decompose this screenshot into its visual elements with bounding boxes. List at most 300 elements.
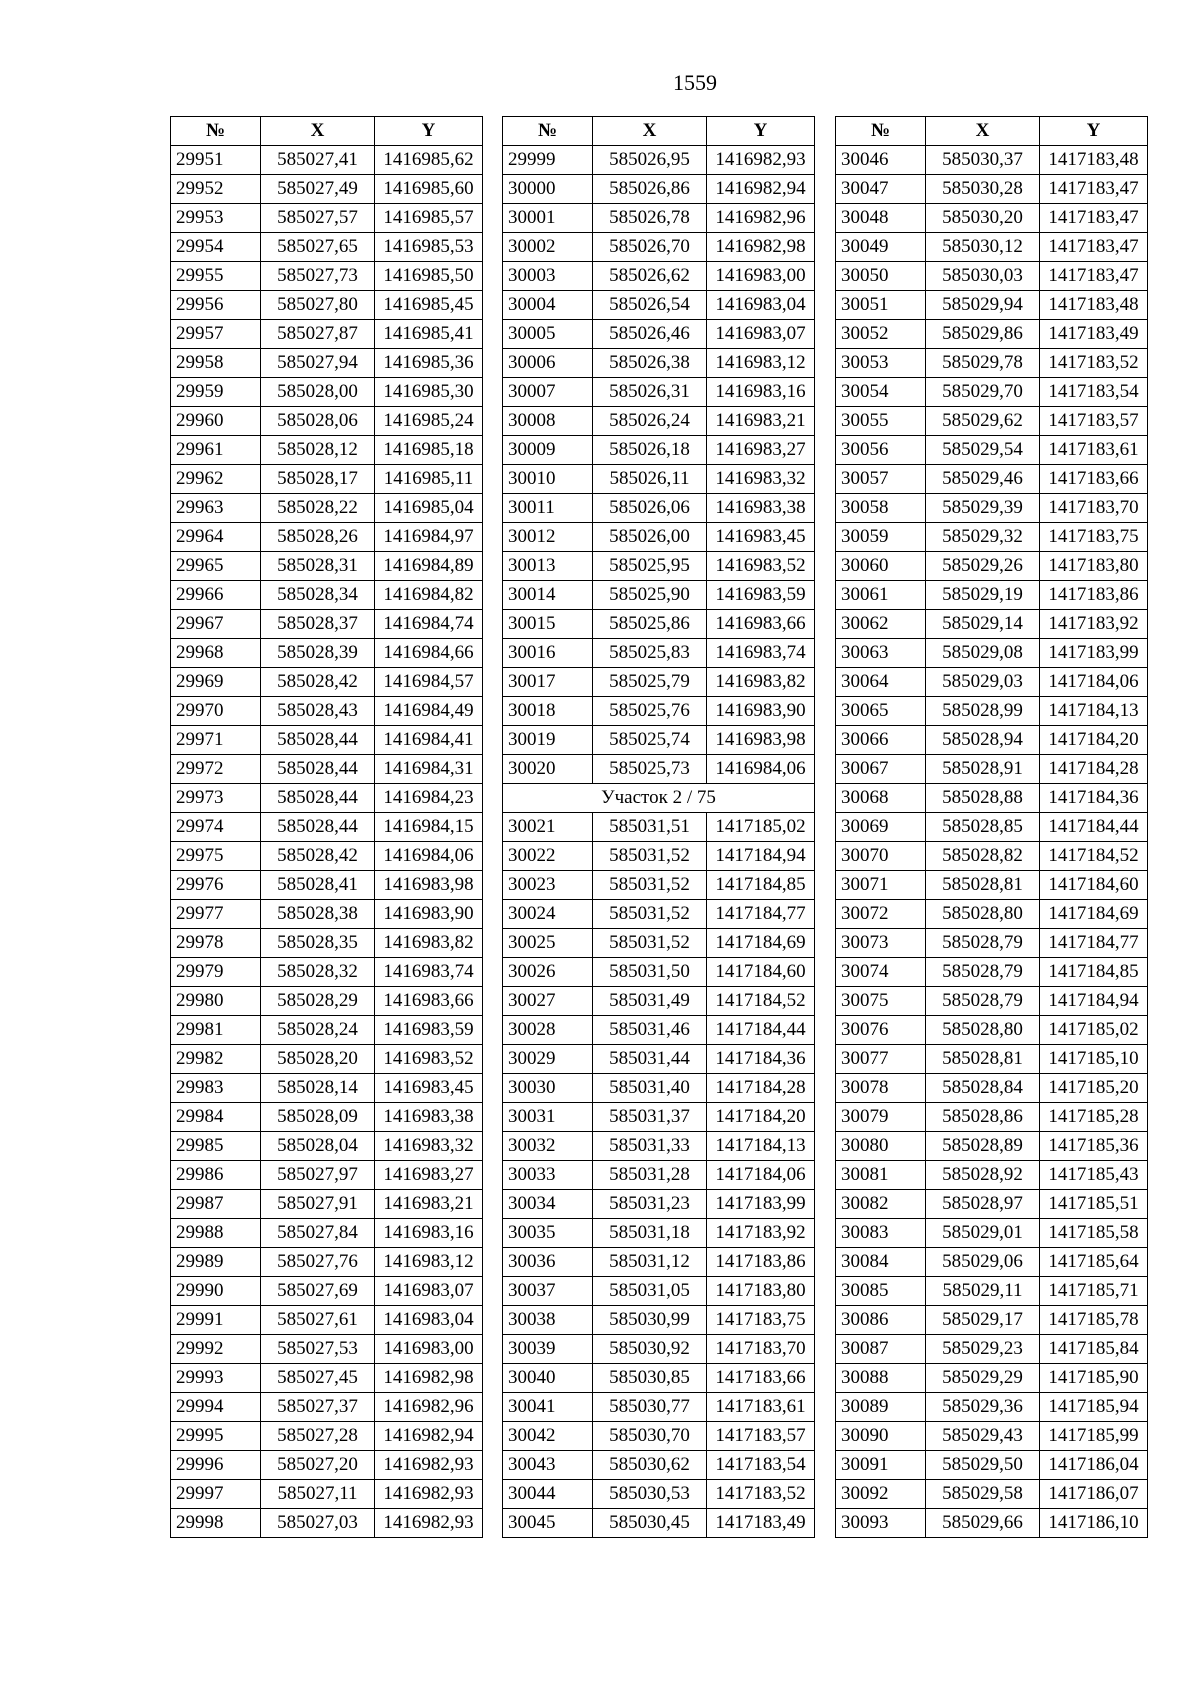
header-y: Y bbox=[375, 117, 483, 146]
x-coordinate-cell: 585030,62 bbox=[593, 1451, 707, 1480]
table-header-row bbox=[171, 117, 483, 146]
x-coordinate-cell: 585029,08 bbox=[926, 639, 1040, 668]
y-coordinate-cell: 1417185,58 bbox=[1040, 1219, 1148, 1248]
y-coordinate-cell: 1417184,36 bbox=[1040, 784, 1148, 813]
x-coordinate-cell: 585031,18 bbox=[593, 1219, 707, 1248]
table-row bbox=[171, 726, 483, 755]
x-coordinate-cell: 585025,90 bbox=[593, 581, 707, 610]
x-coordinate-cell: 585027,53 bbox=[261, 1335, 375, 1364]
point-number-cell: 29957 bbox=[171, 320, 261, 349]
point-number-cell: 29959 bbox=[171, 378, 261, 407]
point-number-cell: 29980 bbox=[171, 987, 261, 1016]
table-row bbox=[503, 1335, 815, 1364]
table-row bbox=[836, 639, 1148, 668]
table-row bbox=[836, 958, 1148, 987]
table-row bbox=[171, 146, 483, 175]
table-row bbox=[171, 1045, 483, 1074]
table-row bbox=[171, 552, 483, 581]
table-row bbox=[171, 204, 483, 233]
point-number-cell: 30040 bbox=[503, 1364, 593, 1393]
x-coordinate-cell: 585025,76 bbox=[593, 697, 707, 726]
x-coordinate-cell: 585028,32 bbox=[261, 958, 375, 987]
point-number-cell: 30056 bbox=[836, 436, 926, 465]
x-coordinate-cell: 585028,79 bbox=[926, 958, 1040, 987]
y-coordinate-cell: 1416985,57 bbox=[375, 204, 483, 233]
x-coordinate-cell: 585028,31 bbox=[261, 552, 375, 581]
point-number-cell: 30050 bbox=[836, 262, 926, 291]
point-number-cell: 30047 bbox=[836, 175, 926, 204]
x-coordinate-cell: 585030,77 bbox=[593, 1393, 707, 1422]
y-coordinate-cell: 1417183,47 bbox=[1040, 233, 1148, 262]
y-coordinate-cell: 1416982,94 bbox=[707, 175, 815, 204]
y-coordinate-cell: 1416983,32 bbox=[375, 1132, 483, 1161]
x-coordinate-cell: 585027,49 bbox=[261, 175, 375, 204]
y-coordinate-cell: 1417183,47 bbox=[1040, 262, 1148, 291]
x-coordinate-cell: 585030,53 bbox=[593, 1480, 707, 1509]
point-number-cell: 30010 bbox=[503, 465, 593, 494]
y-coordinate-cell: 1416983,66 bbox=[375, 987, 483, 1016]
header-x: X bbox=[926, 117, 1040, 146]
table-row bbox=[836, 668, 1148, 697]
y-coordinate-cell: 1417185,02 bbox=[707, 813, 815, 842]
point-number-cell: 30060 bbox=[836, 552, 926, 581]
y-coordinate-cell: 1416983,32 bbox=[707, 465, 815, 494]
x-coordinate-cell: 585030,03 bbox=[926, 262, 1040, 291]
table-row bbox=[171, 1161, 483, 1190]
header-num: № bbox=[503, 117, 593, 146]
x-coordinate-cell: 585028,26 bbox=[261, 523, 375, 552]
x-coordinate-cell: 585030,70 bbox=[593, 1422, 707, 1451]
y-coordinate-cell: 1416983,66 bbox=[707, 610, 815, 639]
x-coordinate-cell: 585025,83 bbox=[593, 639, 707, 668]
y-coordinate-cell: 1417183,57 bbox=[707, 1422, 815, 1451]
x-coordinate-cell: 585029,70 bbox=[926, 378, 1040, 407]
table-row bbox=[836, 262, 1148, 291]
y-coordinate-cell: 1417186,10 bbox=[1040, 1509, 1148, 1538]
table-row bbox=[171, 1103, 483, 1132]
y-coordinate-cell: 1417184,52 bbox=[1040, 842, 1148, 871]
table-row bbox=[503, 1422, 815, 1451]
table-row bbox=[836, 378, 1148, 407]
y-coordinate-cell: 1417183,99 bbox=[1040, 639, 1148, 668]
x-coordinate-cell: 585027,61 bbox=[261, 1306, 375, 1335]
x-coordinate-cell: 585028,86 bbox=[926, 1103, 1040, 1132]
y-coordinate-cell: 1417184,44 bbox=[707, 1016, 815, 1045]
x-coordinate-cell: 585026,18 bbox=[593, 436, 707, 465]
table-row bbox=[503, 929, 815, 958]
y-coordinate-cell: 1417183,75 bbox=[707, 1306, 815, 1335]
x-coordinate-cell: 585028,79 bbox=[926, 987, 1040, 1016]
x-coordinate-cell: 585028,20 bbox=[261, 1045, 375, 1074]
y-coordinate-cell: 1417185,99 bbox=[1040, 1422, 1148, 1451]
header-num: № bbox=[836, 117, 926, 146]
point-number-cell: 30078 bbox=[836, 1074, 926, 1103]
x-coordinate-cell: 585028,82 bbox=[926, 842, 1040, 871]
table-row bbox=[503, 639, 815, 668]
point-number-cell: 29990 bbox=[171, 1277, 261, 1306]
table-row bbox=[171, 523, 483, 552]
point-number-cell: 30025 bbox=[503, 929, 593, 958]
point-number-cell: 30072 bbox=[836, 900, 926, 929]
point-number-cell: 30046 bbox=[836, 146, 926, 175]
y-coordinate-cell: 1416985,53 bbox=[375, 233, 483, 262]
point-number-cell: 30088 bbox=[836, 1364, 926, 1393]
table-row bbox=[503, 233, 815, 262]
point-number-cell: 30022 bbox=[503, 842, 593, 871]
x-coordinate-cell: 585031,05 bbox=[593, 1277, 707, 1306]
table-header-row bbox=[836, 117, 1148, 146]
y-coordinate-cell: 1417183,47 bbox=[1040, 175, 1148, 204]
x-coordinate-cell: 585029,39 bbox=[926, 494, 1040, 523]
y-coordinate-cell: 1417185,43 bbox=[1040, 1161, 1148, 1190]
point-number-cell: 30015 bbox=[503, 610, 593, 639]
point-number-cell: 30086 bbox=[836, 1306, 926, 1335]
table-row bbox=[503, 755, 815, 784]
point-number-cell: 29979 bbox=[171, 958, 261, 987]
table-row bbox=[836, 1074, 1148, 1103]
x-coordinate-cell: 585028,44 bbox=[261, 755, 375, 784]
table-row bbox=[503, 1451, 815, 1480]
table-row bbox=[836, 291, 1148, 320]
table-row bbox=[503, 146, 815, 175]
point-number-cell: 30035 bbox=[503, 1219, 593, 1248]
x-coordinate-cell: 585025,86 bbox=[593, 610, 707, 639]
table-row bbox=[503, 1103, 815, 1132]
table-row bbox=[503, 320, 815, 349]
point-number-cell: 29966 bbox=[171, 581, 261, 610]
point-number-cell: 30051 bbox=[836, 291, 926, 320]
point-number-cell: 29987 bbox=[171, 1190, 261, 1219]
point-number-cell: 30049 bbox=[836, 233, 926, 262]
y-coordinate-cell: 1417183,70 bbox=[1040, 494, 1148, 523]
point-number-cell: 30083 bbox=[836, 1219, 926, 1248]
point-number-cell: 30028 bbox=[503, 1016, 593, 1045]
x-coordinate-cell: 585029,06 bbox=[926, 1248, 1040, 1277]
y-coordinate-cell: 1416984,23 bbox=[375, 784, 483, 813]
y-coordinate-cell: 1416985,18 bbox=[375, 436, 483, 465]
y-coordinate-cell: 1416985,24 bbox=[375, 407, 483, 436]
y-coordinate-cell: 1417186,07 bbox=[1040, 1480, 1148, 1509]
y-coordinate-cell: 1416985,50 bbox=[375, 262, 483, 291]
point-number-cell: 29982 bbox=[171, 1045, 261, 1074]
y-coordinate-cell: 1416983,52 bbox=[707, 552, 815, 581]
point-number-cell: 29983 bbox=[171, 1074, 261, 1103]
point-number-cell: 30038 bbox=[503, 1306, 593, 1335]
table-row bbox=[836, 1422, 1148, 1451]
x-coordinate-cell: 585031,51 bbox=[593, 813, 707, 842]
x-coordinate-cell: 585027,94 bbox=[261, 349, 375, 378]
table-row bbox=[171, 175, 483, 204]
point-number-cell: 30082 bbox=[836, 1190, 926, 1219]
point-number-cell: 30084 bbox=[836, 1248, 926, 1277]
table-row bbox=[171, 1364, 483, 1393]
y-coordinate-cell: 1417185,36 bbox=[1040, 1132, 1148, 1161]
x-coordinate-cell: 585031,52 bbox=[593, 842, 707, 871]
y-coordinate-cell: 1416983,59 bbox=[375, 1016, 483, 1045]
y-coordinate-cell: 1417185,90 bbox=[1040, 1364, 1148, 1393]
point-number-cell: 30066 bbox=[836, 726, 926, 755]
point-number-cell: 29975 bbox=[171, 842, 261, 871]
y-coordinate-cell: 1417184,94 bbox=[1040, 987, 1148, 1016]
table-row bbox=[171, 581, 483, 610]
point-number-cell: 30085 bbox=[836, 1277, 926, 1306]
section-label: Участок 2 / 75 bbox=[503, 784, 815, 813]
table-row bbox=[503, 1277, 815, 1306]
x-coordinate-cell: 585030,28 bbox=[926, 175, 1040, 204]
table-row bbox=[503, 552, 815, 581]
table-row bbox=[171, 842, 483, 871]
x-coordinate-cell: 585028,22 bbox=[261, 494, 375, 523]
table-row bbox=[171, 1277, 483, 1306]
x-coordinate-cell: 585029,23 bbox=[926, 1335, 1040, 1364]
table-row bbox=[171, 1132, 483, 1161]
x-coordinate-cell: 585028,44 bbox=[261, 813, 375, 842]
table-row bbox=[171, 929, 483, 958]
x-coordinate-cell: 585026,78 bbox=[593, 204, 707, 233]
table-row bbox=[503, 1016, 815, 1045]
point-number-cell: 30070 bbox=[836, 842, 926, 871]
x-coordinate-cell: 585026,06 bbox=[593, 494, 707, 523]
table-row bbox=[171, 1248, 483, 1277]
table-row bbox=[503, 407, 815, 436]
x-coordinate-cell: 585026,24 bbox=[593, 407, 707, 436]
table-row bbox=[503, 1132, 815, 1161]
table-row bbox=[836, 1451, 1148, 1480]
y-coordinate-cell: 1416983,45 bbox=[375, 1074, 483, 1103]
y-coordinate-cell: 1416983,38 bbox=[707, 494, 815, 523]
table-row bbox=[171, 755, 483, 784]
point-number-cell: 30029 bbox=[503, 1045, 593, 1074]
y-coordinate-cell: 1416985,30 bbox=[375, 378, 483, 407]
x-coordinate-cell: 585029,78 bbox=[926, 349, 1040, 378]
x-coordinate-cell: 585031,12 bbox=[593, 1248, 707, 1277]
y-coordinate-cell: 1417183,66 bbox=[1040, 465, 1148, 494]
y-coordinate-cell: 1416982,96 bbox=[707, 204, 815, 233]
point-number-cell: 29999 bbox=[503, 146, 593, 175]
table-row bbox=[836, 1364, 1148, 1393]
table-row bbox=[836, 1103, 1148, 1132]
y-coordinate-cell: 1417183,61 bbox=[707, 1393, 815, 1422]
y-coordinate-cell: 1417185,51 bbox=[1040, 1190, 1148, 1219]
y-coordinate-cell: 1417185,94 bbox=[1040, 1393, 1148, 1422]
point-number-cell: 30039 bbox=[503, 1335, 593, 1364]
table-row bbox=[171, 291, 483, 320]
coordinates-table-3 bbox=[835, 116, 1148, 1538]
y-coordinate-cell: 1417184,28 bbox=[707, 1074, 815, 1103]
table-row bbox=[503, 436, 815, 465]
header-y: Y bbox=[1040, 117, 1148, 146]
table-row bbox=[836, 755, 1148, 784]
x-coordinate-cell: 585027,87 bbox=[261, 320, 375, 349]
point-number-cell: 29993 bbox=[171, 1364, 261, 1393]
point-number-cell: 30002 bbox=[503, 233, 593, 262]
point-number-cell: 30000 bbox=[503, 175, 593, 204]
y-coordinate-cell: 1416984,15 bbox=[375, 813, 483, 842]
point-number-cell: 29985 bbox=[171, 1132, 261, 1161]
x-coordinate-cell: 585028,39 bbox=[261, 639, 375, 668]
y-coordinate-cell: 1416984,57 bbox=[375, 668, 483, 697]
x-coordinate-cell: 585028,37 bbox=[261, 610, 375, 639]
y-coordinate-cell: 1416984,97 bbox=[375, 523, 483, 552]
point-number-cell: 30058 bbox=[836, 494, 926, 523]
table-row bbox=[503, 1045, 815, 1074]
table-row bbox=[171, 1190, 483, 1219]
x-coordinate-cell: 585028,44 bbox=[261, 726, 375, 755]
x-coordinate-cell: 585030,99 bbox=[593, 1306, 707, 1335]
x-coordinate-cell: 585028,85 bbox=[926, 813, 1040, 842]
point-number-cell: 30080 bbox=[836, 1132, 926, 1161]
x-coordinate-cell: 585027,20 bbox=[261, 1451, 375, 1480]
x-coordinate-cell: 585028,00 bbox=[261, 378, 375, 407]
x-coordinate-cell: 585025,74 bbox=[593, 726, 707, 755]
point-number-cell: 30074 bbox=[836, 958, 926, 987]
y-coordinate-cell: 1416983,90 bbox=[707, 697, 815, 726]
y-coordinate-cell: 1416982,93 bbox=[375, 1509, 483, 1538]
point-number-cell: 29955 bbox=[171, 262, 261, 291]
y-coordinate-cell: 1417184,94 bbox=[707, 842, 815, 871]
y-coordinate-cell: 1416984,31 bbox=[375, 755, 483, 784]
x-coordinate-cell: 585025,73 bbox=[593, 755, 707, 784]
point-number-cell: 30089 bbox=[836, 1393, 926, 1422]
x-coordinate-cell: 585027,73 bbox=[261, 262, 375, 291]
point-number-cell: 29952 bbox=[171, 175, 261, 204]
table-row bbox=[171, 436, 483, 465]
y-coordinate-cell: 1417185,28 bbox=[1040, 1103, 1148, 1132]
table-row bbox=[836, 320, 1148, 349]
x-coordinate-cell: 585030,37 bbox=[926, 146, 1040, 175]
y-coordinate-cell: 1417186,04 bbox=[1040, 1451, 1148, 1480]
y-coordinate-cell: 1417184,69 bbox=[1040, 900, 1148, 929]
table-row bbox=[171, 1306, 483, 1335]
x-coordinate-cell: 585029,36 bbox=[926, 1393, 1040, 1422]
y-coordinate-cell: 1417184,20 bbox=[1040, 726, 1148, 755]
y-coordinate-cell: 1416984,06 bbox=[375, 842, 483, 871]
x-coordinate-cell: 585028,80 bbox=[926, 1016, 1040, 1045]
point-number-cell: 30087 bbox=[836, 1335, 926, 1364]
table-row bbox=[836, 175, 1148, 204]
point-number-cell: 30048 bbox=[836, 204, 926, 233]
y-coordinate-cell: 1417183,49 bbox=[1040, 320, 1148, 349]
table-row bbox=[836, 813, 1148, 842]
x-coordinate-cell: 585026,62 bbox=[593, 262, 707, 291]
point-number-cell: 29951 bbox=[171, 146, 261, 175]
table-row bbox=[503, 581, 815, 610]
y-coordinate-cell: 1417183,49 bbox=[707, 1509, 815, 1538]
x-coordinate-cell: 585029,46 bbox=[926, 465, 1040, 494]
x-coordinate-cell: 585028,35 bbox=[261, 929, 375, 958]
x-coordinate-cell: 585028,43 bbox=[261, 697, 375, 726]
table-row bbox=[836, 581, 1148, 610]
point-number-cell: 29984 bbox=[171, 1103, 261, 1132]
y-coordinate-cell: 1416983,90 bbox=[375, 900, 483, 929]
x-coordinate-cell: 585029,26 bbox=[926, 552, 1040, 581]
table-row bbox=[171, 1422, 483, 1451]
y-coordinate-cell: 1417183,86 bbox=[707, 1248, 815, 1277]
table-row bbox=[503, 349, 815, 378]
point-number-cell: 29954 bbox=[171, 233, 261, 262]
y-coordinate-cell: 1417184,77 bbox=[707, 900, 815, 929]
x-coordinate-cell: 585027,65 bbox=[261, 233, 375, 262]
y-coordinate-cell: 1417184,06 bbox=[707, 1161, 815, 1190]
x-coordinate-cell: 585030,45 bbox=[593, 1509, 707, 1538]
table-row bbox=[503, 1219, 815, 1248]
x-coordinate-cell: 585031,46 bbox=[593, 1016, 707, 1045]
y-coordinate-cell: 1416983,74 bbox=[707, 639, 815, 668]
point-number-cell: 30016 bbox=[503, 639, 593, 668]
y-coordinate-cell: 1416985,45 bbox=[375, 291, 483, 320]
table-row bbox=[503, 1509, 815, 1538]
point-number-cell: 30075 bbox=[836, 987, 926, 1016]
y-coordinate-cell: 1417183,57 bbox=[1040, 407, 1148, 436]
y-coordinate-cell: 1416983,16 bbox=[375, 1219, 483, 1248]
x-coordinate-cell: 585025,79 bbox=[593, 668, 707, 697]
y-coordinate-cell: 1416982,96 bbox=[375, 1393, 483, 1422]
point-number-cell: 30026 bbox=[503, 958, 593, 987]
point-number-cell: 29969 bbox=[171, 668, 261, 697]
y-coordinate-cell: 1416983,45 bbox=[707, 523, 815, 552]
table-row bbox=[836, 494, 1148, 523]
table-row bbox=[171, 1509, 483, 1538]
point-number-cell: 30052 bbox=[836, 320, 926, 349]
table-row bbox=[503, 523, 815, 552]
y-coordinate-cell: 1416983,00 bbox=[707, 262, 815, 291]
x-coordinate-cell: 585028,92 bbox=[926, 1161, 1040, 1190]
y-coordinate-cell: 1416983,07 bbox=[375, 1277, 483, 1306]
y-coordinate-cell: 1417185,84 bbox=[1040, 1335, 1148, 1364]
table-row bbox=[171, 349, 483, 378]
x-coordinate-cell: 585028,80 bbox=[926, 900, 1040, 929]
y-coordinate-cell: 1417185,02 bbox=[1040, 1016, 1148, 1045]
header-x: X bbox=[261, 117, 375, 146]
x-coordinate-cell: 585027,57 bbox=[261, 204, 375, 233]
table-row bbox=[836, 697, 1148, 726]
table-row bbox=[171, 407, 483, 436]
point-number-cell: 30006 bbox=[503, 349, 593, 378]
point-number-cell: 29973 bbox=[171, 784, 261, 813]
x-coordinate-cell: 585027,11 bbox=[261, 1480, 375, 1509]
y-coordinate-cell: 1417183,80 bbox=[1040, 552, 1148, 581]
x-coordinate-cell: 585027,97 bbox=[261, 1161, 375, 1190]
point-number-cell: 30005 bbox=[503, 320, 593, 349]
point-number-cell: 30061 bbox=[836, 581, 926, 610]
x-coordinate-cell: 585028,97 bbox=[926, 1190, 1040, 1219]
y-coordinate-cell: 1416983,52 bbox=[375, 1045, 483, 1074]
point-number-cell: 30053 bbox=[836, 349, 926, 378]
x-coordinate-cell: 585031,23 bbox=[593, 1190, 707, 1219]
x-coordinate-cell: 585026,38 bbox=[593, 349, 707, 378]
x-coordinate-cell: 585025,95 bbox=[593, 552, 707, 581]
point-number-cell: 29991 bbox=[171, 1306, 261, 1335]
point-number-cell: 29974 bbox=[171, 813, 261, 842]
y-coordinate-cell: 1417184,85 bbox=[1040, 958, 1148, 987]
y-coordinate-cell: 1416983,07 bbox=[707, 320, 815, 349]
point-number-cell: 30065 bbox=[836, 697, 926, 726]
y-coordinate-cell: 1416983,98 bbox=[707, 726, 815, 755]
table-row bbox=[171, 871, 483, 900]
y-coordinate-cell: 1417183,80 bbox=[707, 1277, 815, 1306]
x-coordinate-cell: 585026,31 bbox=[593, 378, 707, 407]
header-x: X bbox=[593, 117, 707, 146]
point-number-cell: 30059 bbox=[836, 523, 926, 552]
y-coordinate-cell: 1416983,21 bbox=[375, 1190, 483, 1219]
y-coordinate-cell: 1417183,86 bbox=[1040, 581, 1148, 610]
x-coordinate-cell: 585026,95 bbox=[593, 146, 707, 175]
y-coordinate-cell: 1416984,89 bbox=[375, 552, 483, 581]
x-coordinate-cell: 585028,84 bbox=[926, 1074, 1040, 1103]
x-coordinate-cell: 585029,43 bbox=[926, 1422, 1040, 1451]
x-coordinate-cell: 585027,03 bbox=[261, 1509, 375, 1538]
table-row bbox=[171, 233, 483, 262]
